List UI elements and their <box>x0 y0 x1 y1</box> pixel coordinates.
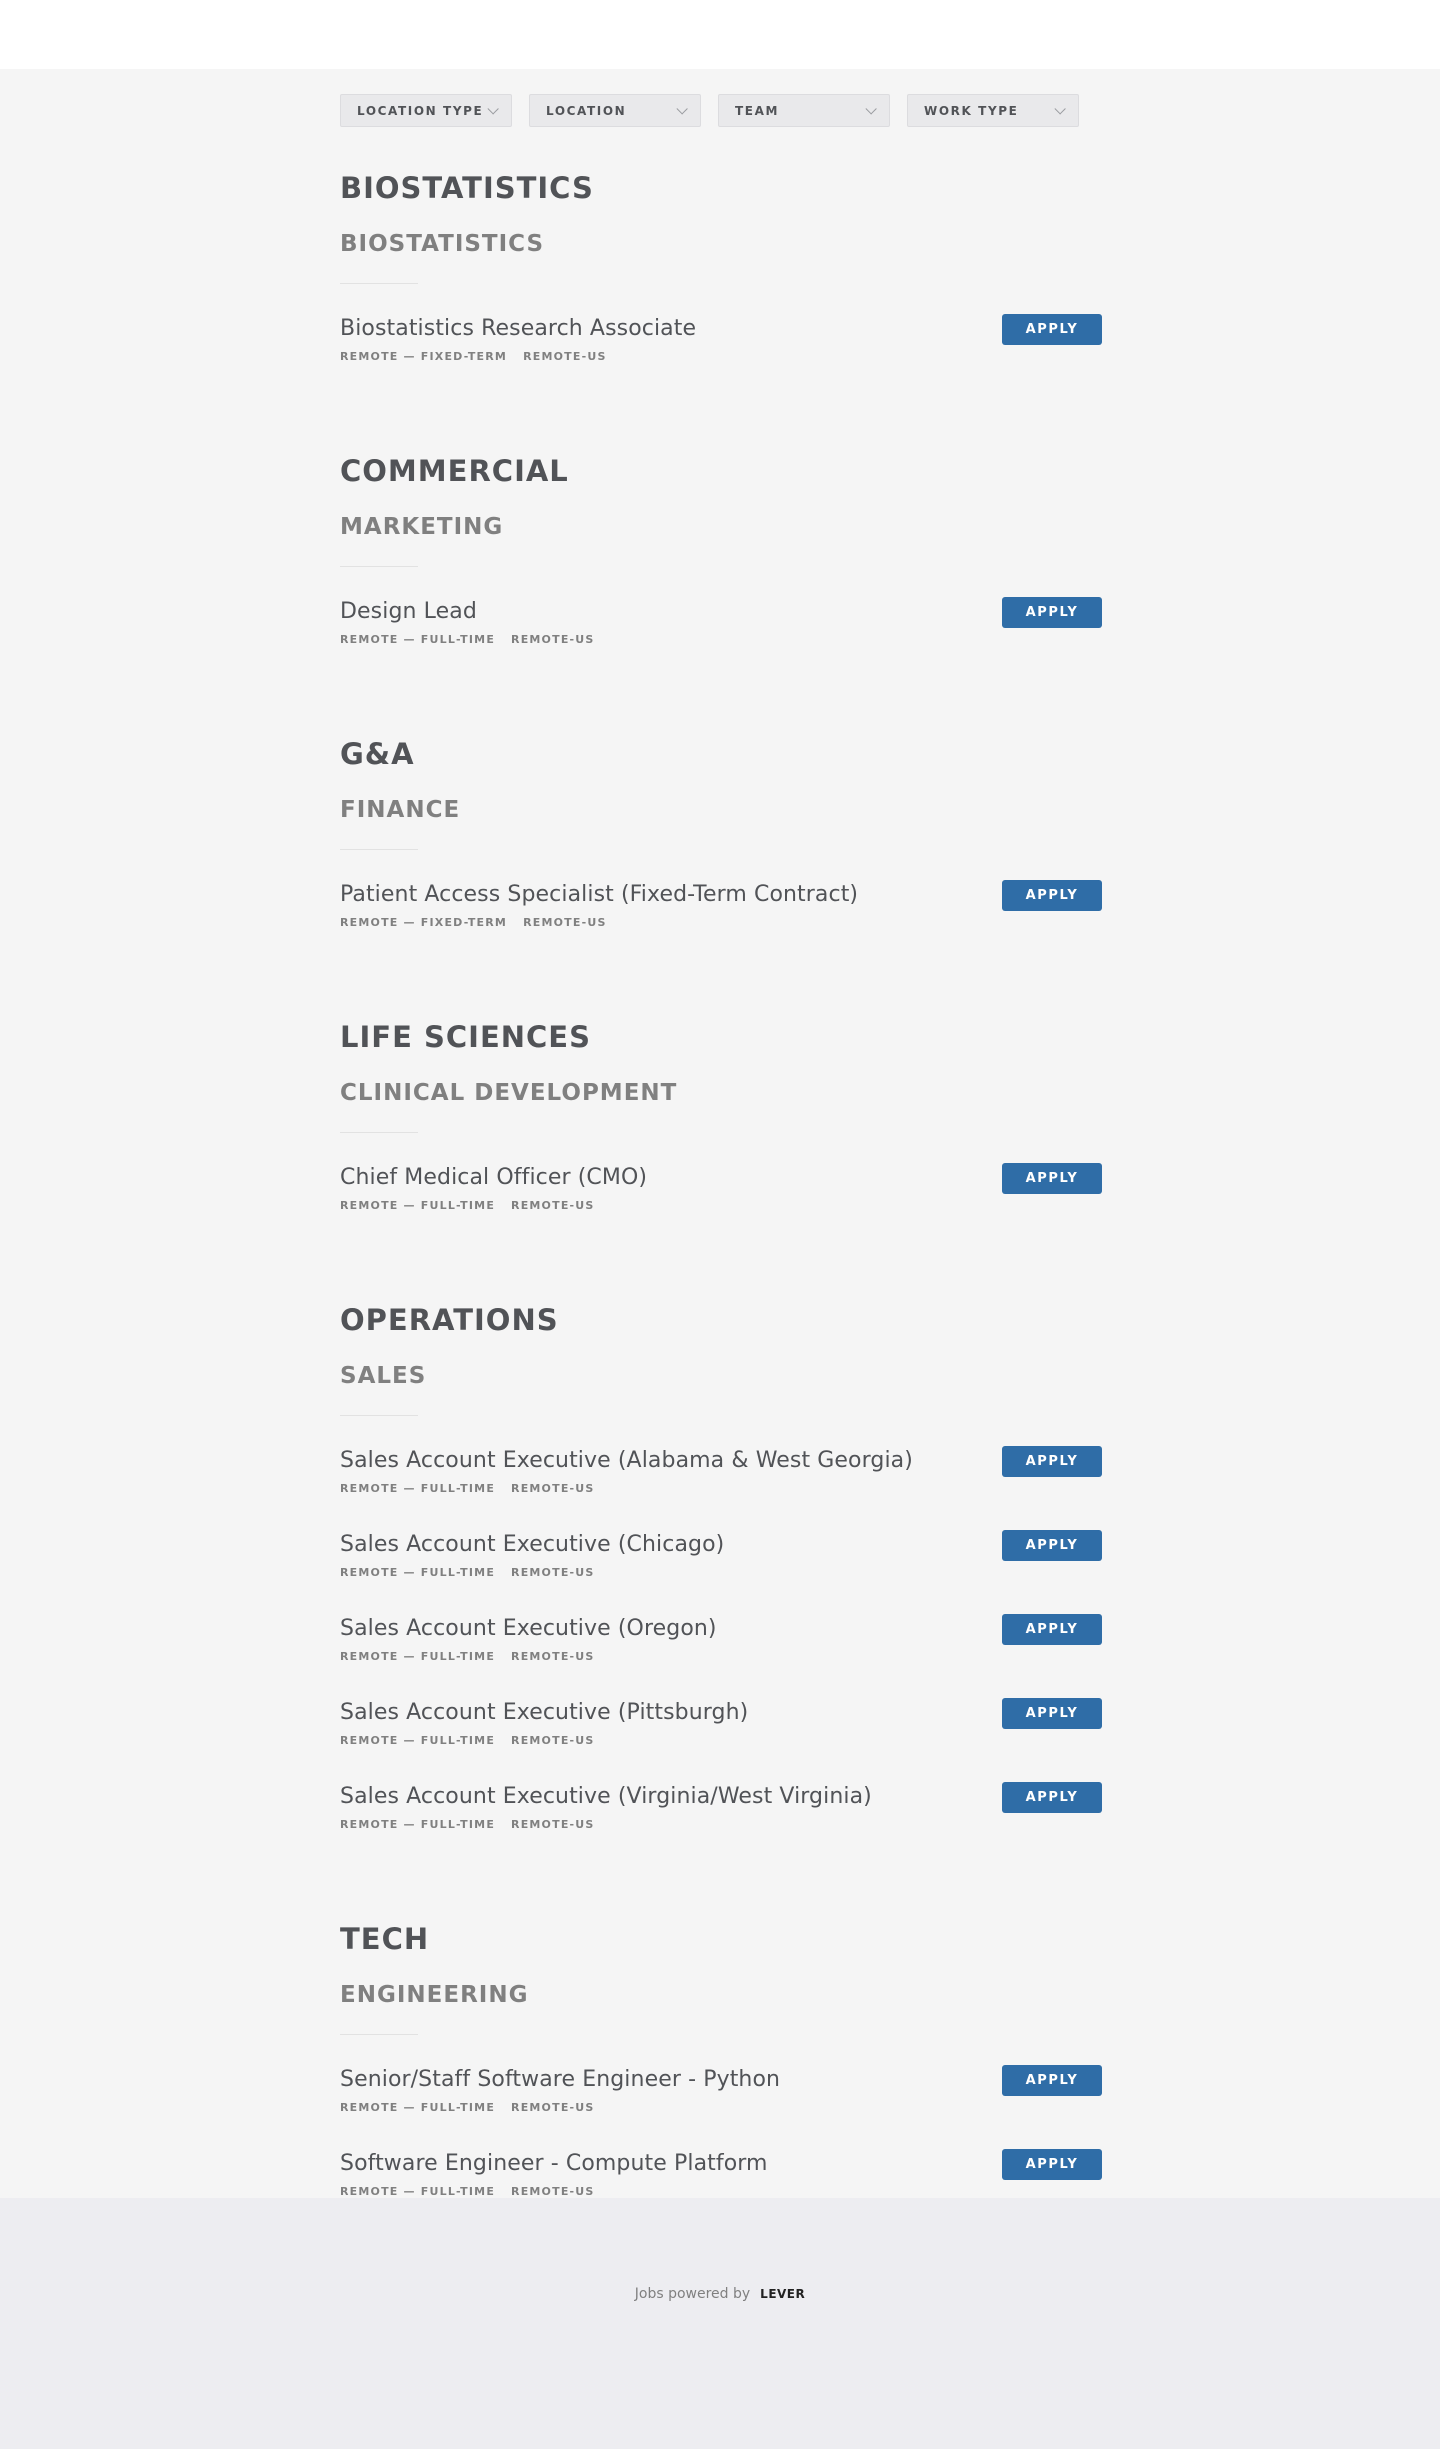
posting-categories <box>340 350 1102 363</box>
posting-categories <box>340 2185 1102 2198</box>
team-title: FINANCE <box>340 797 461 823</box>
chevron-down-icon <box>676 103 687 114</box>
team-divider <box>340 2034 418 2035</box>
department-title: BIOSTATISTICS <box>340 171 594 205</box>
filter-bar <box>340 94 1102 127</box>
department-section <box>340 450 1102 681</box>
team-title: SALES <box>340 1363 427 1389</box>
posting-commitment: REMOTE — FIXED-TERM <box>340 350 508 363</box>
posting-item <box>340 1163 1102 1247</box>
posting-commitment: REMOTE — FULL-TIME <box>340 1734 496 1747</box>
posting-categories <box>340 1566 1102 1579</box>
posting-title-link[interactable]: Sales Account Executive (Alabama & West Georgia) <box>340 1448 913 1473</box>
posting-item <box>340 2065 1102 2149</box>
posting-location: REMOTE-US <box>511 1818 595 1831</box>
posting-commitment: REMOTE — FULL-TIME <box>340 1650 496 1663</box>
posting-title-link[interactable]: Senior/Staff Software Engineer - Python <box>340 2067 781 2092</box>
apply-button[interactable]: APPLY <box>1002 1530 1102 1561</box>
posting-title-link[interactable]: Sales Account Executive (Pittsburgh) <box>340 1700 749 1725</box>
department-section <box>340 1299 1102 1866</box>
posting-item <box>340 1530 1102 1614</box>
posting-location: REMOTE-US <box>511 1566 595 1579</box>
team-title: MARKETING <box>340 514 504 540</box>
posting-categories <box>340 633 1102 646</box>
posting-title-link[interactable]: Chief Medical Officer (CMO) <box>340 1165 648 1190</box>
posting-location: REMOTE-US <box>511 1650 595 1663</box>
team-divider <box>340 283 418 284</box>
posting-item <box>340 1614 1102 1698</box>
posting-commitment: REMOTE — FULL-TIME <box>340 2185 496 2198</box>
department-title: COMMERCIAL <box>340 454 569 488</box>
posting-title-link[interactable]: Biostatistics Research Associate <box>340 316 697 341</box>
posting-location: REMOTE-US <box>511 633 595 646</box>
posting-item <box>340 314 1102 398</box>
apply-button[interactable]: APPLY <box>1002 1614 1102 1645</box>
apply-button[interactable]: APPLY <box>1002 1698 1102 1729</box>
department-title: LIFE SCIENCES <box>340 1020 592 1054</box>
team-title: CLINICAL DEVELOPMENT <box>340 1080 678 1106</box>
filter-location-type[interactable] <box>340 94 512 127</box>
posting-location: REMOTE-US <box>511 1734 595 1747</box>
posting-categories <box>340 1734 1102 1747</box>
posting-commitment: REMOTE — FULL-TIME <box>340 633 496 646</box>
posting-categories <box>340 2101 1102 2114</box>
posting-location: REMOTE-US <box>523 350 607 363</box>
apply-button[interactable]: APPLY <box>1002 2065 1102 2096</box>
apply-button[interactable]: APPLY <box>1002 1446 1102 1477</box>
apply-button[interactable]: APPLY <box>1002 1782 1102 1813</box>
posting-location: REMOTE-US <box>511 2185 595 2198</box>
posting-categories <box>340 1199 1102 1212</box>
posting-item <box>340 1446 1102 1530</box>
chevron-down-icon <box>865 103 876 114</box>
footer-credit <box>0 2286 1440 2302</box>
filter-label: LOCATION <box>546 103 627 118</box>
department-title: TECH <box>340 1922 430 1956</box>
posting-categories <box>340 916 1102 929</box>
posting-location: REMOTE-US <box>523 916 607 929</box>
top-header <box>0 0 1440 69</box>
filter-work-type[interactable] <box>907 94 1079 127</box>
team-title: ENGINEERING <box>340 1982 529 2008</box>
apply-button[interactable]: APPLY <box>1002 314 1102 345</box>
posting-title-link[interactable]: Software Engineer - Compute Platform <box>340 2151 768 2176</box>
posting-title-link[interactable]: Sales Account Executive (Oregon) <box>340 1616 717 1641</box>
filter-label: TEAM <box>735 103 780 118</box>
posting-commitment: REMOTE — FULL-TIME <box>340 1566 496 1579</box>
posting-commitment: REMOTE — FULL-TIME <box>340 2101 496 2114</box>
department-list <box>340 167 1102 2233</box>
apply-button[interactable]: APPLY <box>1002 597 1102 628</box>
posting-location: REMOTE-US <box>511 1482 595 1495</box>
posting-categories <box>340 1650 1102 1663</box>
team-divider <box>340 566 418 567</box>
chevron-down-icon <box>1054 103 1065 114</box>
department-section <box>340 1016 1102 1247</box>
posting-title-link[interactable]: Sales Account Executive (Virginia/West Virginia) <box>340 1784 872 1809</box>
posting-item <box>340 880 1102 964</box>
filter-label: LOCATION TYPE <box>357 103 484 118</box>
department-section <box>340 733 1102 964</box>
apply-button[interactable]: APPLY <box>1002 880 1102 911</box>
apply-button[interactable]: APPLY <box>1002 2149 1102 2180</box>
posting-categories <box>340 1818 1102 1831</box>
posting-title-link[interactable]: Sales Account Executive (Chicago) <box>340 1532 725 1557</box>
posting-commitment: REMOTE — FULL-TIME <box>340 1199 496 1212</box>
posting-item <box>340 597 1102 681</box>
postings-container <box>340 69 1102 2233</box>
posting-categories <box>340 1482 1102 1495</box>
filter-label: WORK TYPE <box>924 103 1019 118</box>
team-divider <box>340 849 418 850</box>
team-title: BIOSTATISTICS <box>340 231 545 257</box>
apply-button[interactable]: APPLY <box>1002 1163 1102 1194</box>
posting-item <box>340 1782 1102 1866</box>
posting-commitment: REMOTE — FULL-TIME <box>340 1482 496 1495</box>
department-title: G&A <box>340 737 415 771</box>
posting-commitment: REMOTE — FULL-TIME <box>340 1818 496 1831</box>
lever-logo[interactable]: LEVER <box>760 2287 806 2301</box>
posting-item <box>340 1698 1102 1782</box>
posting-title-link[interactable]: Design Lead <box>340 599 477 624</box>
filter-team[interactable] <box>718 94 890 127</box>
chevron-down-icon <box>487 103 498 114</box>
department-section <box>340 167 1102 398</box>
posting-commitment: REMOTE — FIXED-TERM <box>340 916 508 929</box>
footer <box>0 2198 1440 2449</box>
team-divider <box>340 1415 418 1416</box>
powered-by-text: Jobs powered by <box>634 2286 751 2302</box>
posting-location: REMOTE-US <box>511 1199 595 1212</box>
department-section <box>340 1918 1102 2233</box>
posting-title-link[interactable]: Patient Access Specialist (Fixed-Term Contract) <box>340 882 859 907</box>
team-divider <box>340 1132 418 1133</box>
posting-location: REMOTE-US <box>511 2101 595 2114</box>
department-title: OPERATIONS <box>340 1303 559 1337</box>
filter-location[interactable] <box>529 94 701 127</box>
